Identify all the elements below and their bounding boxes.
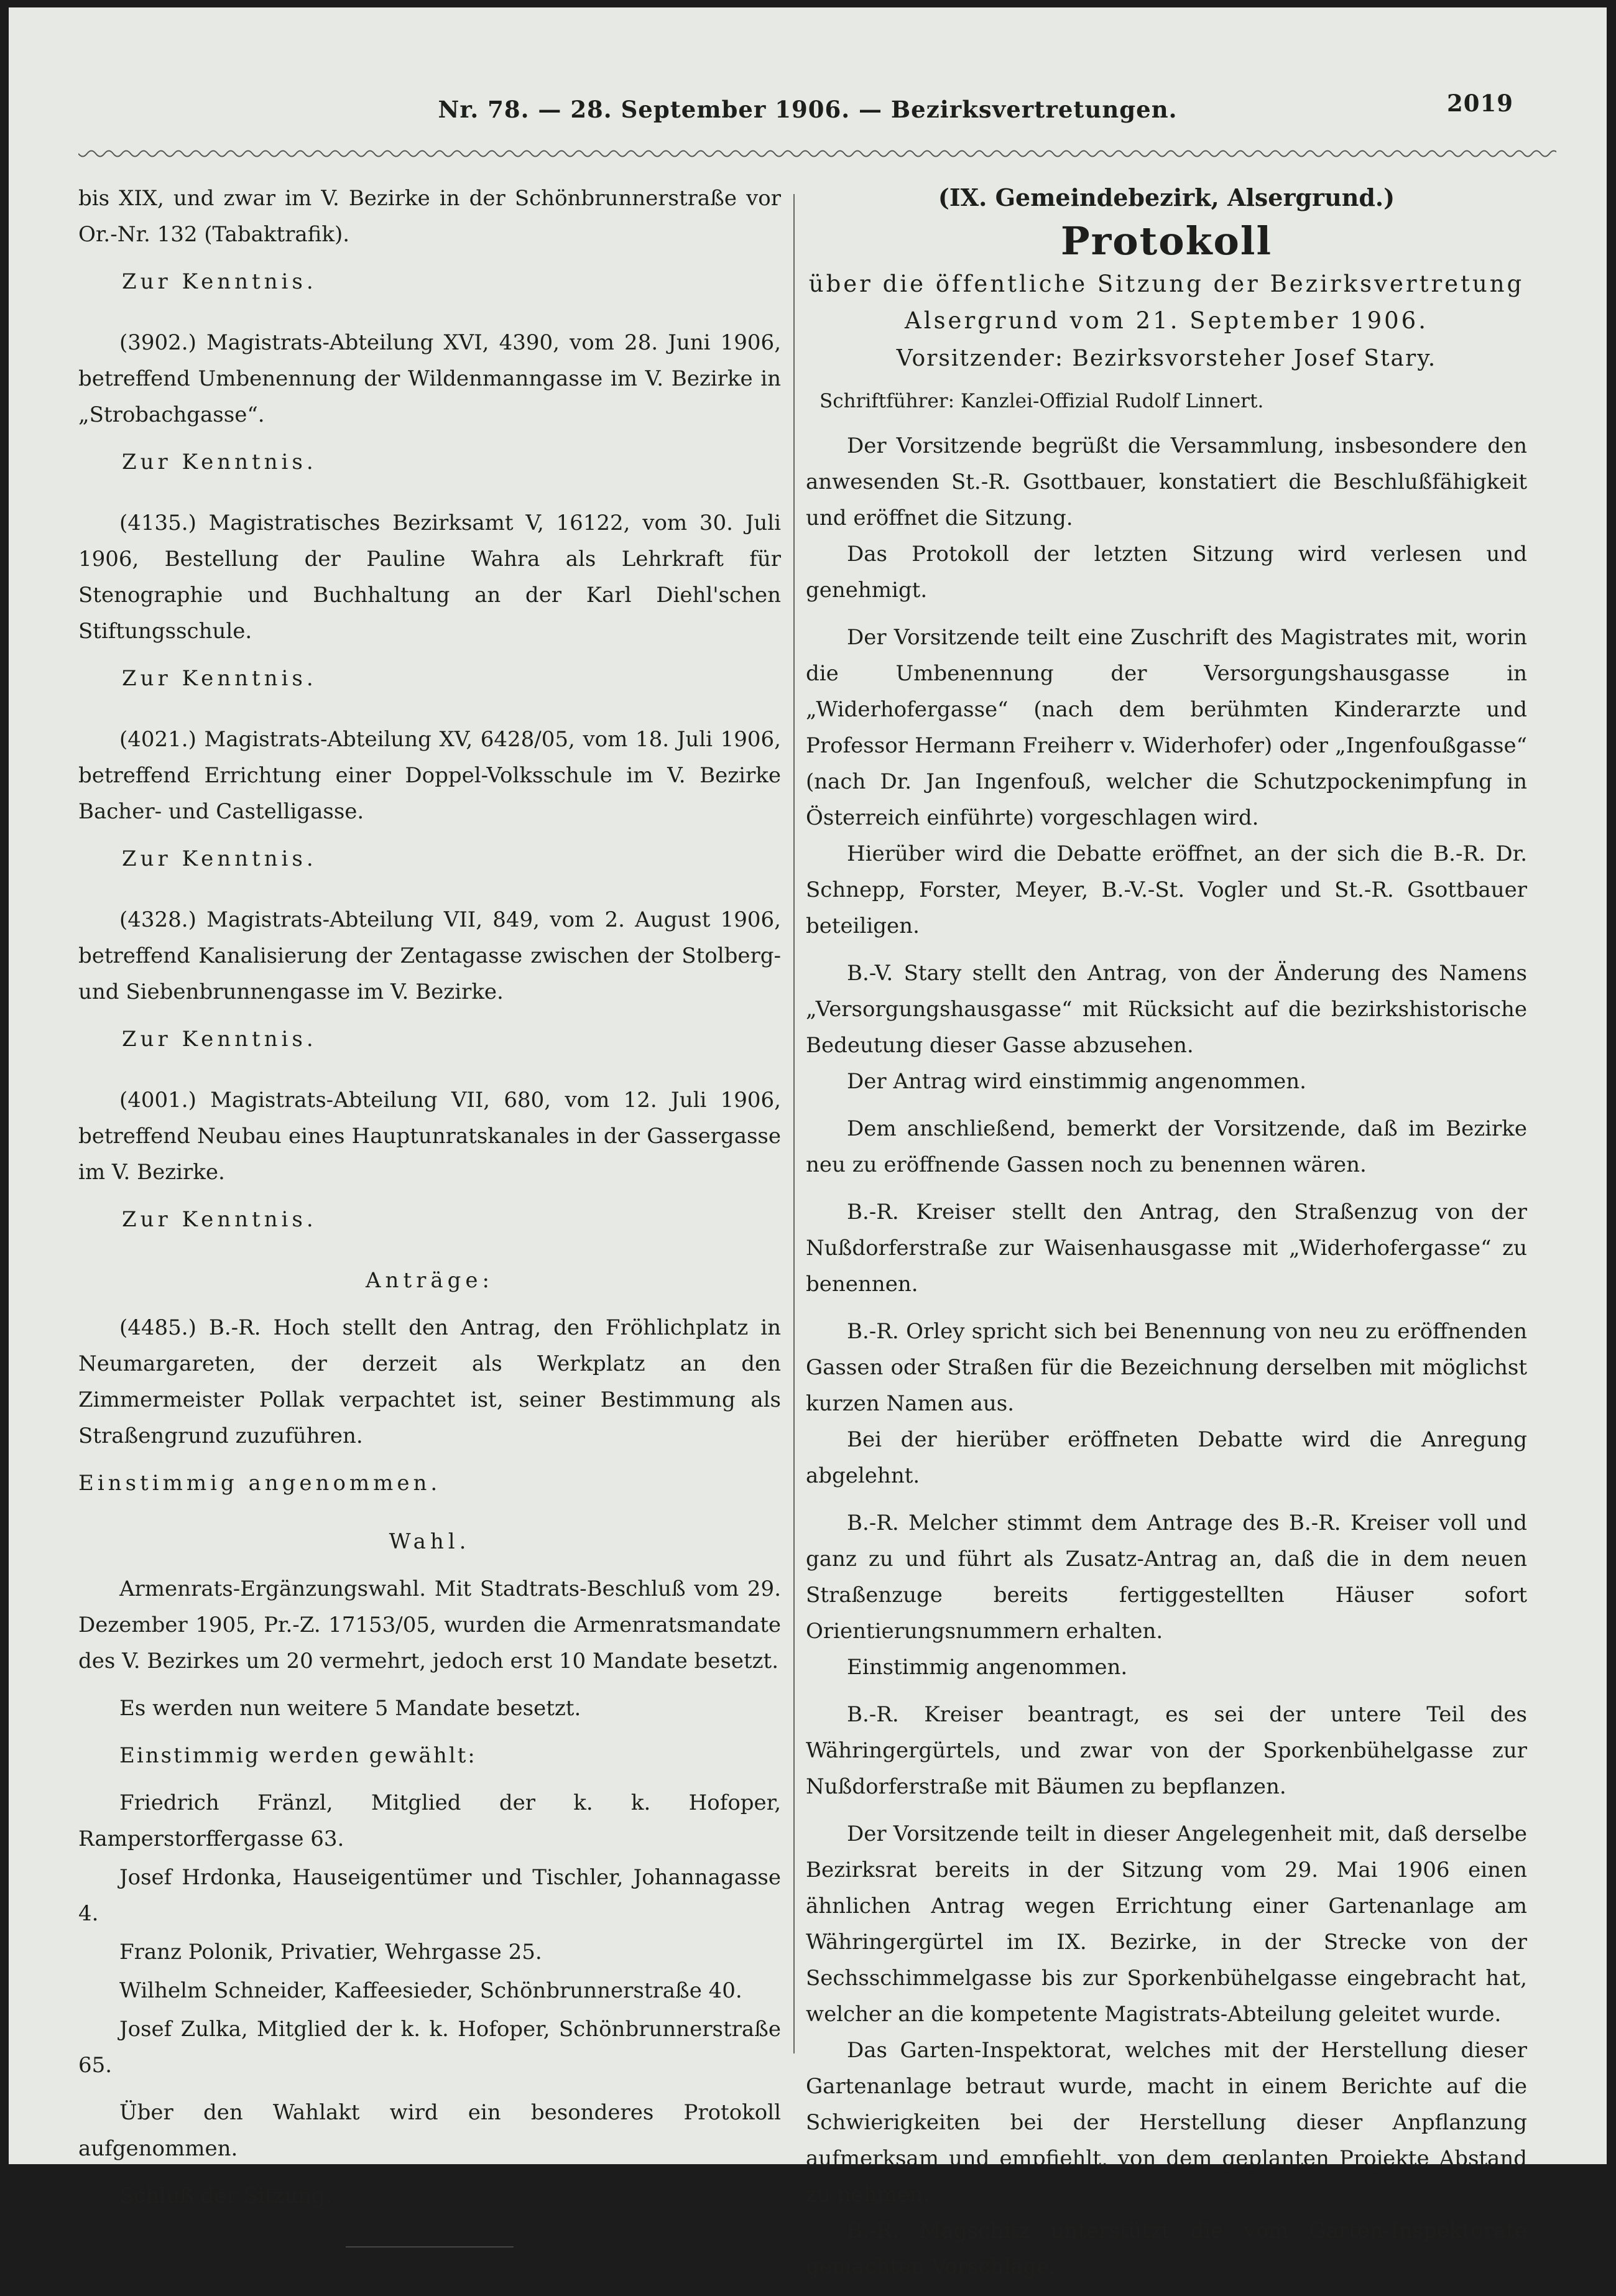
paragraph: (3902.) Magistrats-Abteilung XVI, 4390, vom 28. Juni 1906, betreffend Umbenennung der Wildenmanngasse im V. Bezirke in „Strobachgasse“. bbox=[78, 330, 781, 427]
paragraph: (4485.) B.-R. Hoch stellt den Antrag, den Fröhlichplatz in Neumargareten, der derzeit als Werkplatz an den Zimmermeister Pollak verpachtet ist, seiner Bestimmung als Straßengrund zuzuführen. bbox=[78, 1315, 781, 1448]
paragraph: Der Vorsitzende begrüßt die Versammlung, insbesondere den anwesenden St.-R. Gsottbauer, konstatiert die Beschlußfähigkeit und eröffnet die Sitzung. bbox=[806, 433, 1527, 530]
paragraph: Dem anschließend, bemerkt der Vorsitzende, daß im Bezirke neu zu eröffnende Gassen noch zu benennen wären. bbox=[806, 1116, 1527, 1177]
paragraph: Schluß der Sitzung. bbox=[119, 2183, 332, 2208]
note-line: Einstimmig angenommen. bbox=[78, 1471, 441, 1496]
secretary-line: Schriftführer: Kanzlei-Offizial Rudolf Linnert. bbox=[820, 390, 1264, 412]
header-rule bbox=[78, 146, 1556, 162]
paragraph: Bei der hierüber eröffneten Debatte wird die Anregung abgelehnt. bbox=[806, 1427, 1527, 1488]
paragraph: B.-R. Melcher stimmt dem Antrage des B.-R. Kreiser voll und ganz zu und führt als Zusatz-Antrag an, daß die in dem neuen Straßenzuge bereits fertiggestellten Häuser sofort Orientierungsnummern erhalten. bbox=[806, 1511, 1527, 1644]
paragraph: (4135.) Magistratisches Bezirksamt V, 16122, vom 30. Juli 1906, Bestellung der Pauline Wahra als Lehrkraft für Stenographie und Buchhaltung an der Karl Diehl'schen Stiftungsschule. bbox=[78, 511, 781, 644]
district-heading: (IX. Gemeindebezirk, Alsergrund.) bbox=[938, 183, 1395, 211]
paragraph: Das Garten-Inspektorat, welches mit der Herstellung dieser Gartenanlage betraut wurde, macht in einem Berichte auf die Schwierigkeiten bei der Herstellung dieser Anpflanzung aufmerksam und empfiehlt, von dem geplanten Projekte Abstand zu nehmen. bbox=[806, 2038, 1527, 2207]
list-item: Franz Polonik, Privatier, Wehrgasse 25. bbox=[119, 1940, 542, 1965]
page-header bbox=[9, 90, 1607, 139]
paragraph: B.-R. Kreiser stellt den Antrag, den Straßenzug von der Nußdorferstraße zur Waisenhausgasse mit „Widerhofergasse“ zu benennen. bbox=[806, 1200, 1527, 1297]
protocol-date: Alsergrund vom 21. September 1906. bbox=[905, 307, 1428, 334]
note-line: Zur Kenntnis. bbox=[122, 1207, 317, 1232]
paragraph: B.-R. Orley spricht sich bei Benennung von neu zu eröffnenden Gassen oder Straßen für die Bezeichnung derselben mit möglichst kurzen Namen aus. bbox=[806, 1319, 1527, 1416]
protocol-subtitle: über die öffentliche Sitzung der Bezirksvertretung bbox=[808, 271, 1525, 297]
section-heading: Wahl. bbox=[389, 1529, 471, 1554]
paragraph: Armenrats-Ergänzungswahl. Mit Stadtrats-Beschluß vom 29. Dezember 1905, Pr.-Z. 17153/05, wurden die Armenratsmandate des V. Bezirkes um 20 vermehrt, jedoch erst 10 Mandate besetzt. bbox=[78, 1576, 781, 1673]
column-divider bbox=[793, 194, 795, 2053]
list-item: Wilhelm Schneider, Kaffeesieder, Schönbrunnerstraße 40. bbox=[119, 1978, 742, 2003]
paragraph: Der Antrag wird einstimmig angenommen. bbox=[847, 1069, 1306, 1094]
section-heading: Anträge: bbox=[366, 1268, 494, 1293]
paragraph: (4001.) Magistrats-Abteilung VII, 680, vom 12. Juli 1906, betreffend Neubau eines Hauptunratskanales in der Gassergasse im V. Bezirke. bbox=[78, 1088, 781, 1185]
paragraph: (4328.) Magistrats-Abteilung VII, 849, vom 2. August 1906, betreffend Kanalisierung der Zentagasse zwischen der Stolberg- und Siebenbrunnengasse im V. Bezirke. bbox=[78, 907, 781, 1004]
protocol-title: Protokoll bbox=[1060, 218, 1273, 264]
list-item: Friedrich Fränzl, Mitglied der k. k. Hofoper, Ramperstorffergasse 63. bbox=[78, 1790, 781, 1851]
note-line: Zur Kenntnis. bbox=[122, 269, 317, 294]
paragraph: Der Vorsitzende teilt eine Zuschrift des Magistrates mit, worin die Umbenennung der Versorgungshausgasse in „Widerhofergasse“ (nach dem berühmten Kinderarzte und Professor Hermann Freiherr v. Widerhofer) oder „Ingenfoußgasse“ (nach Dr. Jan Ingenfouß, welcher die Schutzpockenimpfung in Österreich einführte) vorgeschlagen wird. bbox=[806, 625, 1527, 830]
note-line: Zur Kenntnis. bbox=[122, 846, 317, 871]
paragraph: (4021.) Magistrats-Abteilung XV, 6428/05, vom 18. Juli 1906, betreffend Errichtung einer Doppel-Volksschule im V. Bezirke Bacher- und Castelligasse. bbox=[78, 727, 781, 824]
paragraph: Es werden nun weitere 5 Mandate besetzt. bbox=[119, 1696, 581, 1721]
paragraph: B.-R. Kreiser beantragt, es sei der untere Teil des Währingergürtels, und zwar von der Sporkenbühelgasse zur Nußdorferstraße mit Bäumen zu bepflanzen. bbox=[806, 1702, 1527, 1799]
document-page bbox=[9, 7, 1607, 2279]
list-item: Josef Hrdonka, Hauseigentümer und Tischler, Johannagasse 4. bbox=[78, 1865, 781, 1926]
paragraph: bis XIX, und zwar im V. Bezirke in der Schönbrunnerstraße vor Or.-Nr. 132 (Tabaktrafik). bbox=[78, 186, 781, 247]
page-number: 2019 bbox=[1447, 90, 1513, 117]
paragraph: Über den Wahlakt wird ein besonderes Protokoll aufgenommen. bbox=[78, 2100, 781, 2161]
paragraph: B.-V. Stary stellt den Antrag, von der Änderung des Namens „Versorgungshausgasse“ mit Rücksicht auf die bezirkshistorische Bedeutung dieser Gasse abzusehen. bbox=[806, 961, 1527, 1058]
closing-rule bbox=[346, 2246, 514, 2247]
note-line: Zur Kenntnis. bbox=[122, 666, 317, 691]
chair-line: Vorsitzender: Bezirksvorsteher Josef Stary. bbox=[896, 346, 1437, 371]
left-column bbox=[78, 180, 781, 2247]
note-line: Zur Kenntnis. bbox=[122, 1027, 317, 1052]
paragraph: Einstimmig werden gewählt: bbox=[119, 1743, 477, 1768]
paragraph: Hierüber wird die Debatte eröffnet, an der sich die B.-R. Dr. Schnepp, Forster, Meyer, B.-V.-St. Vogler und St.-R. Gsottbauer beteiligen. bbox=[806, 841, 1527, 938]
running-header: Nr. 78. — 28. September 1906. — Bezirksvertretungen. bbox=[438, 96, 1178, 123]
list-item: Josef Zulka, Mitglied der k. k. Hofoper, Schönbrunnerstraße 65. bbox=[78, 2017, 781, 2078]
paragraph: Einstimmig angenommen. bbox=[847, 1655, 1128, 1680]
paragraph: Das Protokoll der letzten Sitzung wird verlesen und genehmigt. bbox=[806, 542, 1527, 603]
right-column bbox=[806, 180, 1527, 2296]
paragraph: Der Vorsitzende teilt in dieser Angelegenheit mit, daß derselbe Bezirksrat bereits in der Sitzung vom 29. Mai 1906 einen ähnlichen Antrag wegen Errichtung einer Gartenanlage am Währingergürtel im IX. Bezirke, in der Strecke von der Sechsschimmelgasse bis zur Sporkenbühelgasse eingebracht hat, welcher an die kompetente Magistrats-Abteilung geleitet wurde. bbox=[806, 1822, 1527, 2027]
note-line: Zur Kenntnis. bbox=[122, 450, 317, 474]
paragraph: B.-R. Magschitz unterstützt die vom Garten-Inspektorate gemachten Vorschläge. bbox=[806, 2218, 1527, 2279]
